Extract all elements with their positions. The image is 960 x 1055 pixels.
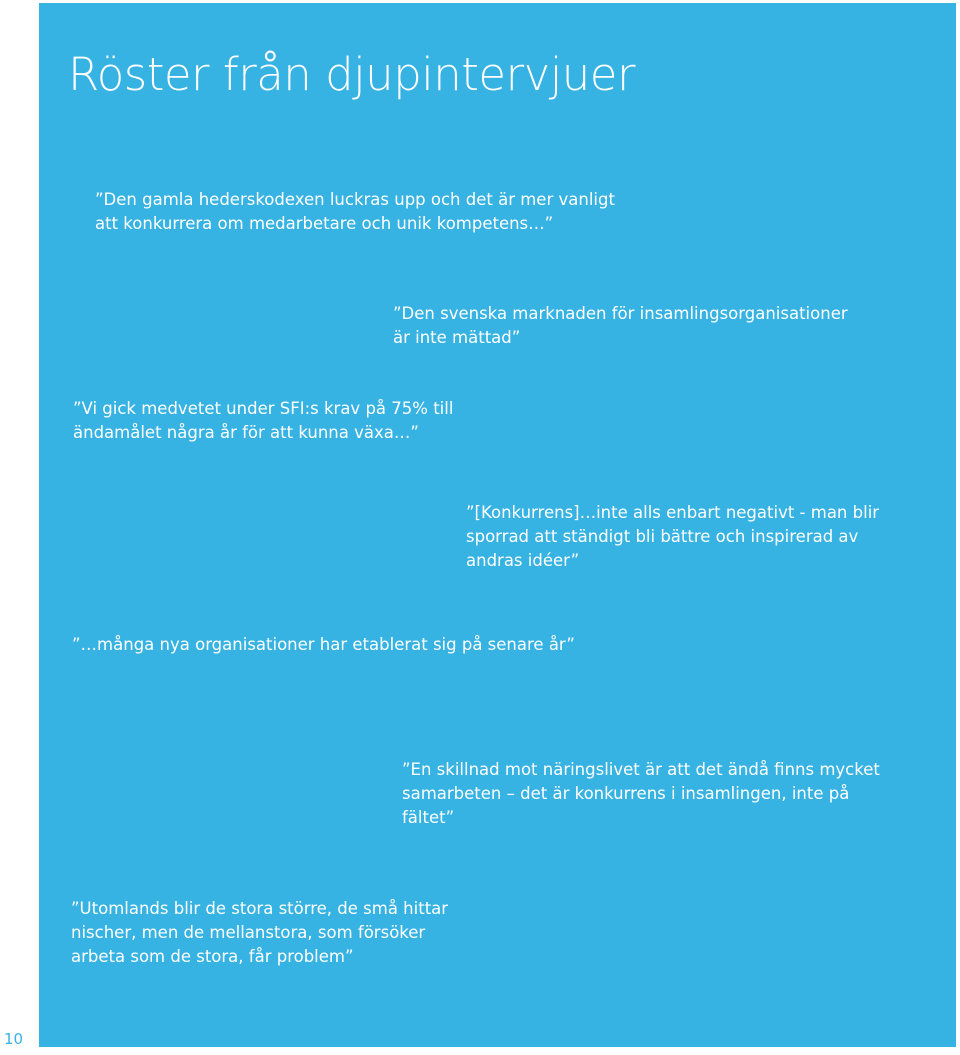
quote-line: är inte mättad” xyxy=(393,328,521,347)
quote-1 xyxy=(95,188,615,236)
quote-line: ”Den svenska marknaden för insamlingsorganisationer xyxy=(393,304,848,323)
quote-line: andras idéer” xyxy=(466,551,580,570)
quote-3 xyxy=(73,397,453,445)
quote-line: arbeta som de stora, får problem” xyxy=(71,947,354,966)
quote-line: ”…många nya organisationer har etablerat sig på senare år” xyxy=(72,635,575,654)
quote-line: fältet” xyxy=(402,808,455,827)
quote-4 xyxy=(466,501,879,573)
quote-6 xyxy=(402,758,880,830)
quote-line: samarbeten – det är konkurrens i insamlingen, inte på xyxy=(402,784,850,803)
quote-7 xyxy=(71,897,448,969)
page-number: 10 xyxy=(4,1030,24,1048)
quote-line: ”[Konkurrens]…inte alls enbart negativt - man blir xyxy=(466,503,880,522)
quote-line: ”Vi gick medvetet under SFI:s krav på 75% till xyxy=(73,399,454,418)
quote-line: ”Utomlands blir de stora större, de små hittar xyxy=(71,899,449,918)
quote-line: ”En skillnad mot näringslivet är att det ändå finns mycket xyxy=(402,760,880,779)
quote-2 xyxy=(393,302,848,350)
quote-line: att konkurrera om medarbetare och unik kompetens…” xyxy=(95,214,554,233)
quote-line: ändamålet några år för att kunna växa…” xyxy=(73,423,419,442)
page-title: Röster från djupintervjuer xyxy=(68,48,635,101)
quote-5 xyxy=(72,633,575,657)
quote-line: nischer, men de mellanstora, som försöker xyxy=(71,923,426,942)
quote-line: ”Den gamla hederskodexen luckras upp och det är mer vanligt xyxy=(95,190,615,209)
quote-line: sporrad att ständigt bli bättre och inspirerad av xyxy=(466,527,859,546)
